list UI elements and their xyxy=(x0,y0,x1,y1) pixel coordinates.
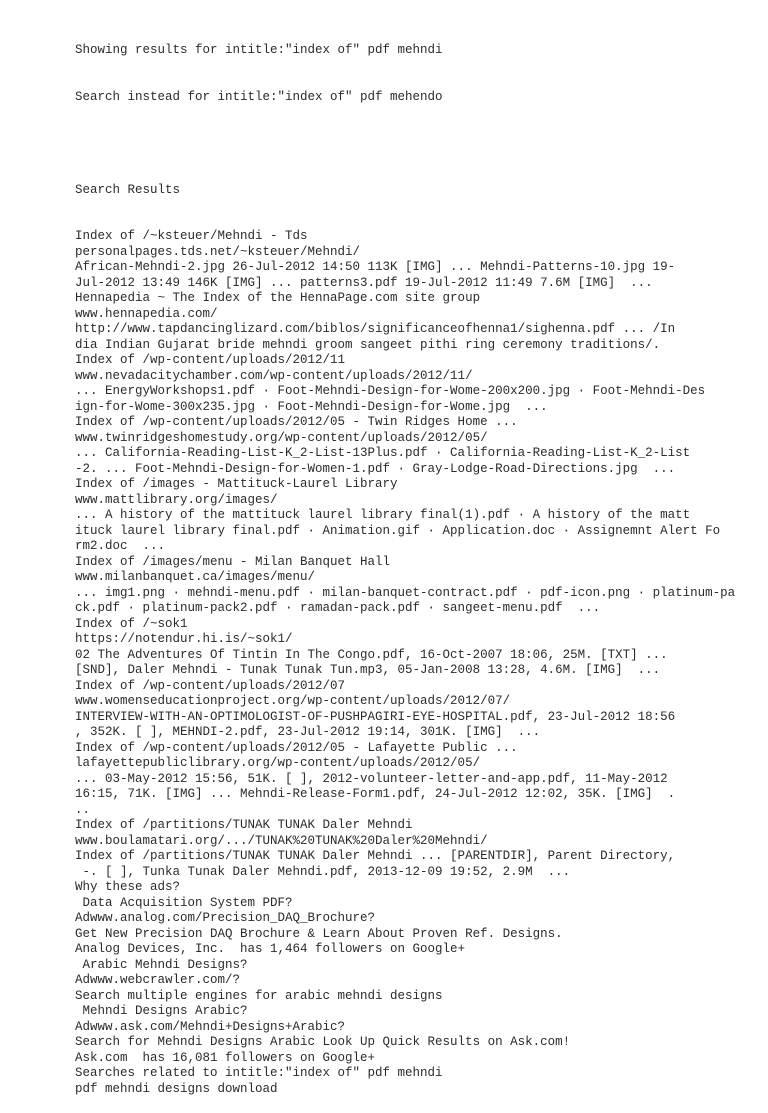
result-line: Search multiple engines for arabic mehndi designs xyxy=(75,988,443,1003)
result-line: https://notendur.hi.is/~sok1/ xyxy=(75,632,293,646)
result-line: Index of /wp-content/uploads/2012/11 xyxy=(75,353,346,367)
result-line: pdf mehndi designs download xyxy=(75,1081,278,1096)
result-line: Get New Precision DAQ Brochure & Learn About Proven Ref. Designs. xyxy=(75,926,563,941)
result-line: www.boulamatari.org/.../TUNAK%20TUNAK%20Daler%20Mehndi/ xyxy=(75,833,488,848)
result-line: rm2.doc ... xyxy=(75,539,166,553)
result-line: Index of /wp-content/uploads/2012/07 xyxy=(75,678,346,693)
result-line: Index of /~sok1 xyxy=(75,616,188,631)
result-line: INTERVIEW-WITH-AN-OPTIMOLOGIST-OF-PUSHPAGIRI-EYE-HOSPITAL.pdf, 23-Jul-2012 18:56 xyxy=(75,709,676,724)
result-line: ... 03-May-2012 15:56, 51K. [ ], 2012-volunteer-letter-and-app.pdf, 11-May-2012 xyxy=(75,771,668,786)
result-line: http://www.tapdancinglizard.com/biblos/significanceofhenna1/sighenna.pdf ... /In xyxy=(75,322,676,336)
result-line: ... img1.png · mehndi-menu.pdf · milan-banquet-contract.pdf · pdf-icon.png · platinum-pa xyxy=(75,585,736,600)
result-line: Jul-2012 13:49 146K [IMG] ... patterns3.pdf 19-Jul-2012 11:49 7.6M [IMG] ... xyxy=(75,275,653,290)
result-line: ... EnergyWorkshops1.pdf · Foot-Mehndi-Design-for-Wome-200x200.jpg · Foot-Mehndi-Des xyxy=(75,384,706,398)
blank-line xyxy=(75,136,755,152)
result-line: Adwww.ask.com/Mehndi+Designs+Arabic? xyxy=(75,1019,346,1034)
result-line: Analog Devices, Inc. has 1,464 followers on Google+ xyxy=(75,942,466,956)
result-line: Index of /partitions/TUNAK TUNAK Daler Mehndi xyxy=(75,818,413,832)
result-line: www.nevadacitychamber.com/wp-content/uploads/2012/11/ xyxy=(75,368,473,383)
result-line: ituck laurel library final.pdf · Animation.gif · Application.doc · Assignemnt Alert Fo xyxy=(75,523,721,538)
result-line: Mehndi Designs Arabic? xyxy=(75,1004,248,1018)
result-line: www.milanbanquet.ca/images/menu/ xyxy=(75,570,316,584)
result-line: www.womenseducationproject.org/wp-content/uploads/2012/07/ xyxy=(75,694,511,708)
result-line: Arabic Mehndi Designs? xyxy=(75,957,248,972)
result-line: Index of /wp-content/uploads/2012/05 - Twin Ridges Home ... xyxy=(75,415,518,429)
result-line: ... A history of the mattituck laurel library final(1).pdf · A history of the matt xyxy=(75,508,691,522)
result-line: Adwww.analog.com/Precision_DAQ_Brochure? xyxy=(75,911,376,925)
result-line: dia Indian Gujarat bride mehndi groom sangeet pithi ring ceremony traditions/. xyxy=(75,337,661,352)
result-line: Index of /images/menu - Milan Banquet Hall xyxy=(75,554,391,569)
result-line: Index of /~ksteuer/Mehndi - Tds xyxy=(75,229,308,243)
result-line: www.hennapedia.com/ xyxy=(75,306,218,321)
result-line: Why these ads? xyxy=(75,880,181,894)
result-line: Searches related to intitle:"index of" pdf mehndi xyxy=(75,1066,443,1080)
result-line: www.twinridgeshomestudy.org/wp-content/uploads/2012/05/ xyxy=(75,430,488,445)
result-line: ... California-Reading-List-K_2-List-13Plus.pdf · California-Reading-List-K_2-List xyxy=(75,446,691,460)
result-line: Index of /partitions/TUNAK TUNAK Daler Mehndi ... [PARENTDIR], Parent Directory, xyxy=(75,849,676,863)
result-line: Adwww.webcrawler.com/? xyxy=(75,973,241,987)
result-line: personalpages.tds.net/~ksteuer/Mehndi/ xyxy=(75,244,361,259)
result-line: ign-for-Wome-300x235.jpg · Foot-Mehndi-Design-for-Wome.jpg ... xyxy=(75,399,548,414)
result-line: 02 The Adventures Of Tintin In The Congo.pdf, 16-Oct-2007 18:06, 25M. [TXT] ... xyxy=(75,647,668,662)
search-instead-link[interactable]: Search instead for intitle:"index of" pdf mehendo xyxy=(75,89,443,104)
result-line: African-Mehndi-2.jpg 26-Jul-2012 14:50 113K [IMG] ... Mehndi-Patterns-10.jpg 19- xyxy=(75,260,676,274)
result-line: www.mattlibrary.org/images/ xyxy=(75,492,278,507)
result-line: Search for Mehndi Designs Arabic Look Up Quick Results on Ask.com! xyxy=(75,1035,571,1049)
result-line: 16:15, 71K. [IMG] ... Mehndi-Release-Form1.pdf, 24-Jul-2012 12:02, 35K. [IMG] . xyxy=(75,787,676,801)
results-heading: Search Results xyxy=(75,182,181,197)
result-line: ck.pdf · platinum-pack2.pdf · ramadan-pack.pdf · sangeet-menu.pdf ... xyxy=(75,601,601,615)
result-line: -2. ... Foot-Mehndi-Design-for-Women-1.pdf · Gray-Lodge-Road-Directions.jpg ... xyxy=(75,461,676,476)
result-line: Ask.com has 16,081 followers on Google+ xyxy=(75,1050,376,1065)
result-line: .. xyxy=(75,802,91,817)
result-line: -. [ ], Tunka Tunak Daler Mehndi.pdf, 2013-12-09 19:52, 2.9M ... xyxy=(75,864,571,879)
result-line: , 352K. [ ], MEHNDI-2.pdf, 23-Jul-2012 19:14, 301K. [IMG] ... xyxy=(75,725,541,739)
result-line: Index of /wp-content/uploads/2012/05 - Lafayette Public ... xyxy=(75,740,518,755)
result-line: [SND], Daler Mehndi - Tunak Tunak Tun.mp3, 05-Jan-2008 13:28, 4.6M. [IMG] ... xyxy=(75,663,661,677)
result-line: lafayettepubliclibrary.org/wp-content/uploads/2012/05/ xyxy=(75,756,481,770)
result-line: Hennapedia ~ The Index of the HennaPage.com site group xyxy=(75,291,481,305)
result-line: Data Acquisition System PDF? xyxy=(75,895,293,910)
results-list xyxy=(75,229,755,1097)
showing-results-text: Showing results for intitle:"index of" pdf mehndi xyxy=(75,43,443,57)
search-results-document xyxy=(75,12,755,1113)
result-line: Index of /images - Mattituck-Laurel Library xyxy=(75,477,398,491)
